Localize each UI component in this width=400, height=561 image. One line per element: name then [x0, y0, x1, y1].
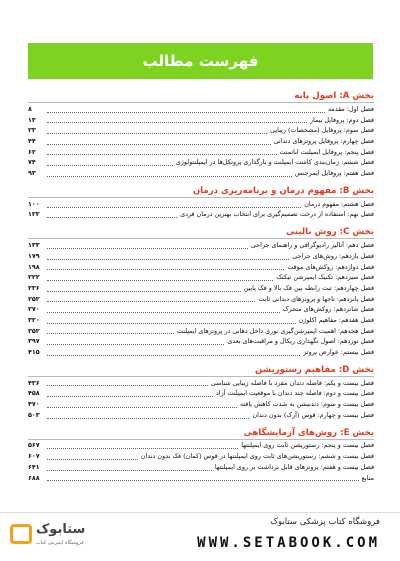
dot-leader [47, 311, 280, 313]
toc-entry[interactable] [28, 388, 374, 399]
entry-page-number: ۶۰۷ [28, 452, 40, 461]
publisher-logo [10, 522, 90, 552]
dot-leader [47, 447, 238, 449]
entry-title: فصل سیزدهم: تکنیک ایمپرشن تیکنک [276, 273, 374, 282]
entry-title: فصل بیستم: عوارض پروتز [303, 348, 374, 357]
entry-title: فصل چهاردهم: ثبت رابطه بین فک بالا و فک پایین [243, 283, 374, 292]
toc-entry[interactable] [28, 147, 374, 158]
toc-entry[interactable] [28, 272, 374, 283]
dot-leader [47, 216, 177, 218]
dot-leader [47, 164, 173, 166]
entry-title: فصل بیست و یکم: فاصله دندان مفرد با فاصله زیبایی شناسی [210, 378, 374, 387]
entry-title: فصل نهم: استفاده از درخت تصمیم‌گیری برای انتخاب بهترین درمان فردی [180, 210, 374, 219]
toc-entry[interactable] [28, 283, 374, 294]
toc-entry[interactable] [28, 451, 374, 462]
entry-page-number: ۴۴ [28, 137, 36, 146]
dot-leader [47, 322, 296, 324]
toc-entry[interactable] [28, 210, 374, 221]
section-heading: بخش B: مفهوم درمان و برنامه‌ریزی درمان [28, 185, 374, 198]
entry-page-number: ۱۳۳ [28, 241, 40, 250]
entry-page-number: ۲۳ [28, 126, 36, 135]
entry-title: فصل بیست و ششم: رستوریشن‌های ثابت روی ایمپلنتها در قوس (کمان) فک بدون دندان [140, 452, 374, 461]
entry-title: فصل یازدهم: روش‌های جراحی [292, 251, 374, 260]
entry-title: فصل هفتم: پروفایل ایمرجنس [294, 169, 374, 178]
entry-title: فصل دوم: پروفایل بیمار [309, 115, 374, 124]
toc-entry[interactable] [28, 262, 374, 273]
toc-section [28, 427, 374, 484]
section-heading: بخش E: روش‌های آزمایشگاهی [28, 427, 374, 440]
dot-leader [47, 300, 255, 302]
dot-leader [47, 395, 213, 397]
toc-entry[interactable] [28, 399, 374, 410]
toc-entry[interactable] [28, 240, 374, 251]
dot-leader [47, 417, 249, 419]
toc-entry[interactable] [28, 462, 374, 473]
toc-entry[interactable] [28, 199, 374, 210]
toc-entry[interactable] [28, 326, 374, 337]
toc-section [28, 364, 374, 421]
dot-leader [47, 279, 273, 281]
entry-title: فصل پانزدهم: تاجها و پروتزهای دندانی ثابت [258, 294, 374, 303]
entry-title: فصل پنجم: پروفایل ایمپلنت اباتمنت [279, 147, 374, 156]
dot-leader [47, 247, 248, 249]
logo-tagline: فروشگاه اینترنتی کتاب [36, 540, 84, 546]
toc-title: فهرست مطالب [28, 43, 373, 79]
dot-leader [47, 479, 359, 481]
section-heading: بخش A: اصول پایه [28, 90, 374, 103]
entry-page-number: ۳۲۰ [28, 315, 40, 324]
entry-page-number: ۵۰۳ [28, 410, 40, 419]
entry-title: فصل نوزدهم: اصول نگهداری ریکال و مراقبت‌های بعدی [227, 337, 374, 346]
toc-entry[interactable] [28, 347, 374, 358]
entry-title: فصل شانزدهم: روکش‌های متحرک [282, 305, 374, 314]
dot-leader [47, 258, 289, 260]
entry-title: فصل دوازدهم: روکش‌های موقت [287, 262, 374, 271]
entry-title: منابع [361, 473, 374, 482]
entry-page-number: ۳۹۷ [28, 337, 40, 346]
entry-page-number: ۴۵۸ [28, 389, 40, 398]
entry-title: فصل بیست و سوم: دندنیشن به شدت کاهش یافته [239, 400, 374, 409]
entry-title: فصل چهارم: پروفایل پروتزهای دندانی [273, 137, 374, 146]
entry-title: فصل ششم: زمان‌بندی کاشت ایمپلنت و بارگذاری پروتکل‌ها در ایمپلنتولوژی [175, 158, 374, 167]
entry-page-number: ۴۷۰ [28, 400, 40, 409]
dot-leader [47, 175, 292, 177]
toc-entry[interactable] [28, 473, 374, 484]
toc-entry[interactable] [28, 294, 374, 305]
entry-page-number: ۴۱۵ [28, 348, 40, 357]
entry-page-number: ۲۲۲ [28, 273, 40, 282]
entry-title: فصل بیست و چهارم: قوس (آرک) بدون دندان [252, 410, 374, 419]
entry-page-number: ۲۳۶ [28, 283, 40, 292]
entry-page-number: ۵۶۷ [28, 441, 40, 450]
toc-entry[interactable] [28, 410, 374, 421]
entry-page-number: ۶۴۱ [28, 462, 40, 471]
dot-leader [47, 121, 307, 123]
dot-leader [47, 406, 237, 408]
entry-title: فصل اول: مقدمه [327, 104, 374, 113]
toc-section [28, 185, 374, 220]
entry-title: فصل هشتم: مفهوم درمان [304, 199, 374, 208]
entry-title: فصل سوم: پروفایل (مشخصات) زیبایی [270, 126, 374, 135]
section-heading: بخش D: مفاهیم رستوریشن [28, 364, 374, 377]
dot-leader [47, 343, 224, 345]
dot-leader [47, 384, 208, 386]
dot-leader [47, 458, 138, 460]
dot-leader [47, 111, 325, 113]
toc-entry[interactable] [28, 441, 374, 452]
entry-page-number: ۱۳ [28, 115, 36, 124]
entry-title: فصل هجدهم: اهمیت ایمپرشن‌گیری نوری داخل دهانی در پروتزهای ایمپلنت [176, 326, 374, 335]
dot-leader [47, 290, 241, 292]
dot-leader [47, 469, 212, 471]
toc-entry[interactable] [28, 315, 374, 326]
toc-entry[interactable] [28, 115, 374, 126]
entry-page-number: ۱۷۹ [28, 251, 40, 260]
entry-title: فصل دهم: آنالیز رادیوگرافی و راهنمای جراحی [250, 241, 374, 250]
website-link[interactable]: WWW.SETABOOK.COM [197, 535, 380, 551]
table-of-contents [28, 84, 374, 483]
entry-page-number: ۹۳ [28, 169, 36, 178]
toc-entry[interactable] [28, 336, 374, 347]
toc-entry[interactable] [28, 251, 374, 262]
entry-title: فصل بیست و دوم: فاصله چند دندان با موقعیت ایمپلنت آزاد [216, 389, 374, 398]
toc-entry[interactable] [28, 304, 374, 315]
toc-section [28, 226, 374, 358]
store-name: فروشگاه کتاب پزشکی ستابوک [270, 517, 380, 527]
entry-page-number: ۶۸۸ [28, 473, 40, 482]
toc-entry[interactable] [28, 157, 374, 168]
entry-page-number: ۷۴ [28, 158, 36, 167]
book-icon [10, 524, 32, 544]
dot-leader [47, 354, 300, 356]
entry-title: فصل بیست و هفتم: پروتزهای قابل برداشت بر روی ایمپلنتها [214, 462, 374, 471]
toc-entry[interactable] [28, 125, 374, 136]
section-heading: بخش C: روش بالینی [28, 226, 374, 239]
dot-leader [47, 153, 277, 155]
dot-leader [47, 143, 271, 145]
toc-entry[interactable] [28, 136, 374, 147]
toc-section [28, 90, 374, 179]
dot-leader [47, 132, 267, 134]
dot-leader [47, 268, 284, 270]
entry-page-number: ۶۲ [28, 147, 36, 156]
dot-leader [47, 332, 174, 334]
entry-page-number: ۴۳۶ [28, 378, 40, 387]
entry-page-number: ۲۷۰ [28, 305, 40, 314]
entry-page-number: ۱۲۲ [28, 210, 40, 219]
entry-page-number: ۳۵۲ [28, 326, 40, 335]
toc-entry[interactable] [28, 168, 374, 179]
entry-title: فصل بیست و پنجم: رستوریشن ثابت روی ایمپلنتها [241, 441, 374, 450]
toc-entry[interactable] [28, 378, 374, 389]
logo-name: ستابوک [36, 522, 86, 537]
entry-page-number: ۱۹۸ [28, 262, 40, 271]
entry-page-number: ۱۰۰ [28, 199, 40, 208]
entry-title: فصل هفدهم: مفاهیم اکلوژن [298, 315, 374, 324]
entry-page-number: ۸ [28, 104, 32, 113]
toc-entry[interactable] [28, 104, 374, 115]
dot-leader [47, 206, 301, 208]
entry-page-number: ۲۵۲ [28, 294, 40, 303]
